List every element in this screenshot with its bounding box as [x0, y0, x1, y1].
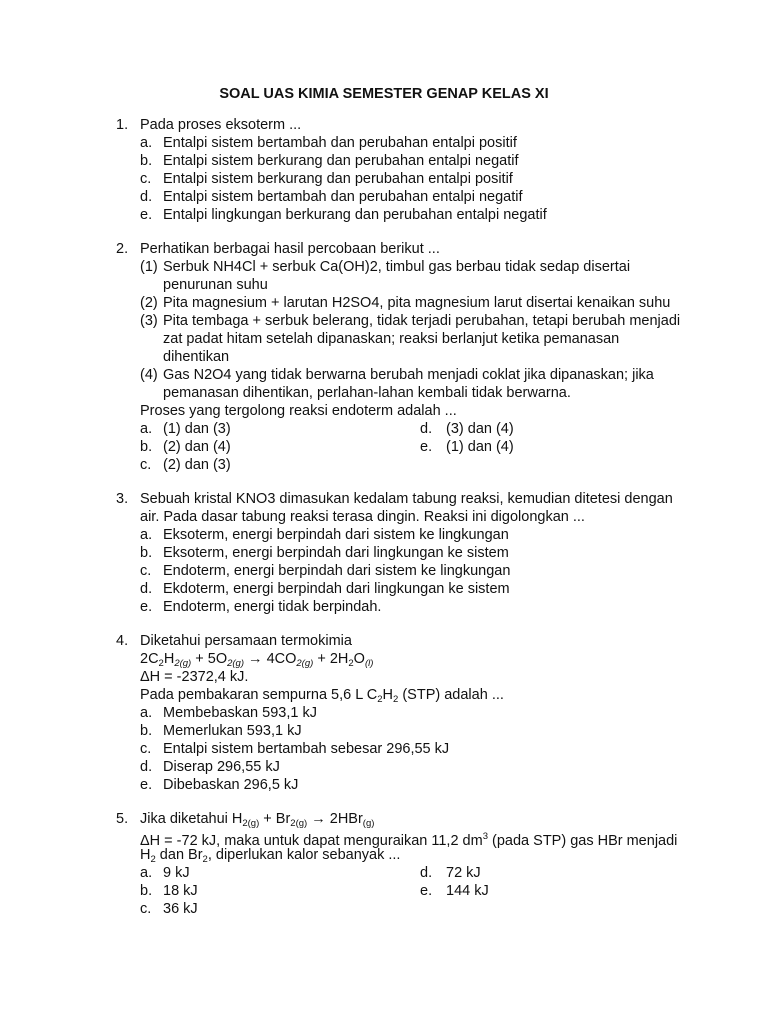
option-label: e. — [420, 883, 433, 899]
item-text: Serbuk NH4Cl + serbuk Ca(OH)2, timbul gas berbau tidak sedap disertai — [163, 259, 631, 275]
item-text: penurunan suhu — [163, 277, 268, 293]
option-text: Entalpi sistem bertambah dan perubahan entalpi positif — [163, 135, 517, 151]
eq-part: + 5O — [191, 651, 228, 667]
option-text: (2) dan (3) — [163, 457, 231, 473]
eq-subscript: 2(g) — [227, 658, 245, 669]
text-part: (pada STP) gas HBr menjadi — [488, 833, 678, 849]
option-text: Eksoterm, energi berpindah dari lingkungan ke sistem — [163, 545, 509, 561]
option-text: Eksoterm, energi berpindah dari sistem ke lingkungan — [163, 527, 509, 543]
option-text: 144 kJ — [446, 883, 489, 899]
item-label: (4) — [140, 367, 158, 383]
eq-part: + 2H — [313, 651, 349, 667]
text-part: Jika diketahui H — [140, 811, 243, 827]
option-text: Entalpi sistem bertambah dan perubahan entalpi negatif — [163, 189, 523, 205]
text-superscript: 3 — [482, 831, 488, 842]
option-text: Entalpi sistem berkurang dan perubahan entalpi negatif — [163, 153, 519, 169]
prompt-part: (STP) adalah ... — [398, 687, 504, 703]
eq-part: H — [163, 651, 175, 667]
text-subscript: (g) — [362, 818, 375, 829]
option-label: d. — [140, 189, 153, 205]
item-label: (2) — [140, 295, 158, 311]
page-title: SOAL UAS KIMIA SEMESTER GENAP KELAS XI — [219, 86, 549, 102]
option-label: e. — [420, 439, 433, 455]
option-label: a. — [140, 705, 153, 721]
eq-arrow: → 4CO — [244, 651, 297, 667]
option-text: 36 kJ — [163, 901, 198, 917]
option-label: c. — [140, 457, 152, 473]
option-label: b. — [140, 723, 153, 739]
option-text: (3) dan (4) — [446, 421, 514, 437]
option-text: Entalpi sistem berkurang dan perubahan entalpi positif — [163, 171, 513, 187]
option-text: (1) dan (4) — [446, 439, 514, 455]
option-text: Entalpi lingkungan berkurang dan perubahan entalpi negatif — [163, 207, 547, 223]
option-label: a. — [140, 421, 153, 437]
text-subscript: 2(g) — [242, 818, 260, 829]
eq-subscript: 2(g) — [296, 658, 314, 669]
text-part: → 2HBr — [307, 811, 363, 827]
option-label: a. — [140, 865, 153, 881]
option-text: Membebaskan 593,1 kJ — [163, 705, 317, 721]
eq-subscript: 2 — [158, 658, 164, 669]
option-label: b. — [140, 439, 153, 455]
option-label: d. — [140, 581, 153, 597]
text-subscript: 2 — [202, 854, 208, 865]
question-prompt: Proses yang tergolong reaksi endoterm adalah ... — [140, 403, 457, 419]
item-text: Pita tembaga + serbuk belerang, tidak terjadi perubahan, tetapi berubah menjadi — [163, 313, 681, 329]
question-text: Diketahui persamaan termokimia — [140, 633, 352, 649]
item-text: zat padat hitam setelah dipanaskan; reaksi berlanjut ketika pemanasan — [163, 331, 620, 347]
text-subscript: 2(g) — [290, 818, 308, 829]
eq-subscript: (l) — [364, 658, 374, 669]
option-text: (2) dan (4) — [163, 439, 231, 455]
option-label: d. — [420, 865, 433, 881]
item-text: Pita magnesium + larutan H2SO4, pita magnesium larut disertai kenaikan suhu — [163, 295, 671, 311]
option-text: Dibebaskan 296,5 kJ — [163, 777, 299, 793]
option-label: c. — [140, 741, 152, 757]
text-part: ΔH = -72 kJ, maka untuk dapat menguraikan 11,2 dm — [140, 833, 483, 849]
option-text: Endoterm, energi tidak berpindah. — [163, 599, 382, 615]
text-part: , diperlukan kalor sebanyak ... — [207, 847, 401, 863]
eq-subscript: 2 — [348, 658, 354, 669]
text-part: H — [140, 847, 151, 863]
option-text: Endoterm, energi berpindah dari sistem ke lingkungan — [163, 563, 511, 579]
prompt-subscript: 2 — [393, 694, 399, 705]
text-part: + Br — [259, 811, 291, 827]
question-number: 5. — [116, 811, 129, 827]
option-label: c. — [140, 563, 152, 579]
eq-part: O — [353, 651, 365, 667]
eq-subscript: 2(g) — [174, 658, 192, 669]
item-text: dihentikan — [163, 349, 230, 365]
option-text: (1) dan (3) — [163, 421, 231, 437]
item-label: (3) — [140, 313, 158, 329]
question-number: 1. — [116, 117, 129, 133]
eq-part: 2C — [140, 651, 159, 667]
prompt-subscript: 2 — [377, 694, 383, 705]
item-text: pemanasan dihentikan, perlahan-lahan kembali tidak berwarna. — [163, 385, 571, 401]
option-label: d. — [420, 421, 433, 437]
option-label: b. — [140, 883, 153, 899]
option-label: c. — [140, 171, 152, 187]
option-label: e. — [140, 777, 153, 793]
option-text: 18 kJ — [163, 883, 198, 899]
option-label: e. — [140, 207, 153, 223]
option-text: Memerlukan 593,1 kJ — [163, 723, 302, 739]
text-subscript: 2 — [150, 854, 156, 865]
question-text: Sebuah kristal KNO3 dimasukan kedalam tabung reaksi, kemudian ditetesi dengan — [140, 491, 673, 507]
option-label: d. — [140, 759, 153, 775]
option-text: 9 kJ — [163, 865, 190, 881]
question-text: Pada proses eksoterm ... — [140, 117, 302, 133]
option-text: Ekdoterm, energi berpindah dari lingkungan ke sistem — [163, 581, 510, 597]
question-number: 3. — [116, 491, 129, 507]
prompt-part: H — [382, 687, 394, 703]
question-number: 4. — [116, 633, 129, 649]
option-text: Entalpi sistem bertambah sebesar 296,55 kJ — [163, 741, 450, 757]
option-label: a. — [140, 135, 153, 151]
question-text: air. Pada dasar tabung reaksi terasa dingin. Reaksi ini digolongkan ... — [140, 509, 585, 525]
enthalpy-value: ΔH = -2372,4 kJ. — [140, 669, 249, 685]
option-label: b. — [140, 545, 153, 561]
option-text: Diserap 296,55 kJ — [163, 759, 280, 775]
prompt-part: Pada pembakaran sempurna 5,6 L C — [140, 687, 378, 703]
question-text: Perhatikan berbagai hasil percobaan berikut ... — [140, 241, 440, 257]
option-label: b. — [140, 153, 153, 169]
option-label: e. — [140, 599, 153, 615]
item-text: Gas N2O4 yang tidak berwarna berubah menjadi coklat jika dipanaskan; jika — [163, 367, 654, 383]
item-label: (1) — [140, 259, 158, 275]
option-label: c. — [140, 901, 152, 917]
option-text: 72 kJ — [446, 865, 481, 881]
option-label: a. — [140, 527, 153, 543]
question-number: 2. — [116, 241, 129, 257]
text-part: dan Br — [155, 847, 203, 863]
